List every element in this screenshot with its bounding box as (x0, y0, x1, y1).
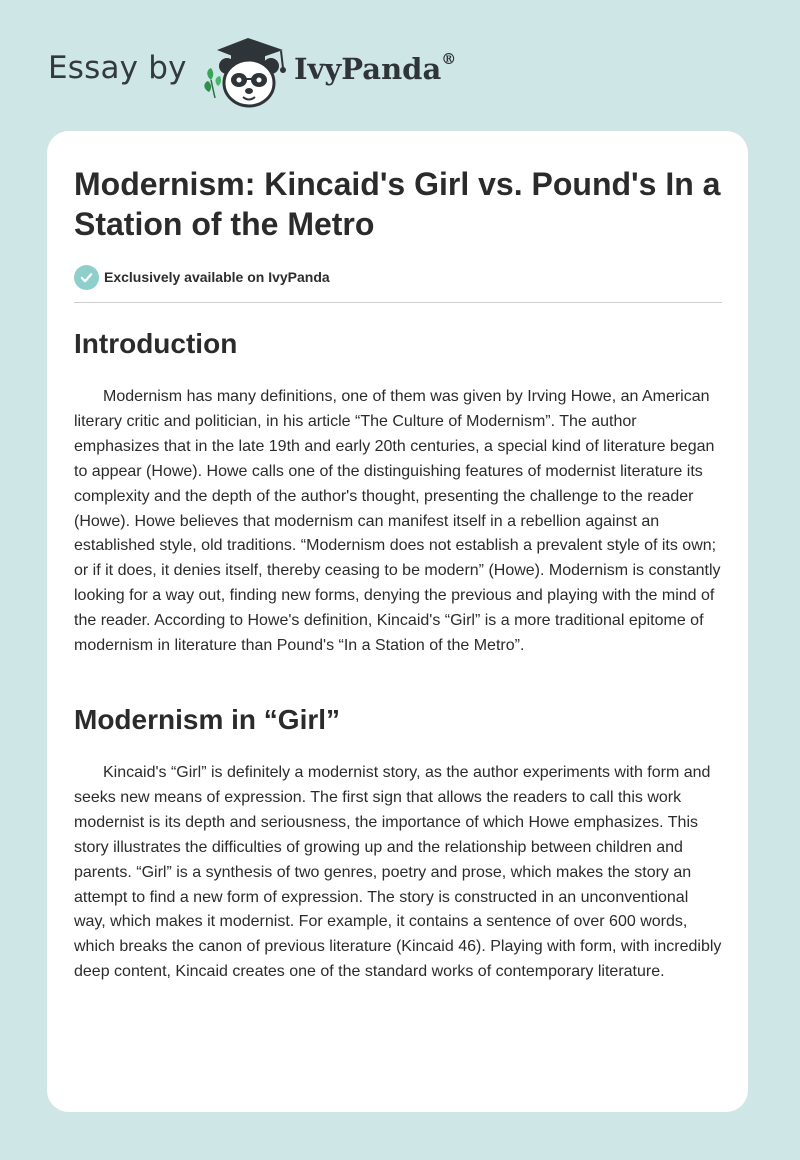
page-title: Modernism: Kincaid's Girl vs. Pound's In a Station of the Metro (74, 166, 721, 242)
exclusive-badge (74, 264, 330, 290)
section-paragraph-introduction: Modernism has many definitions, one of them was given by Irving Howe, an American literary critic and politician, in his article “The Culture of Modernism”. The author emphasizes that in the late 19th and early 20th centuries, a special kind of literature began to appear (Howe). Howe calls one of the distinguishing features of modernist literature its complexity and the depth of the author's thought, presenting the challenge to the reader (Howe). Howe believes that modernism can manifest itself in a rebellion against an established style, old traditions. “Modernism does not establish a prevalent style of its own; or if it does, it denies itself, thereby ceasing to be modern” (Howe). Modernism is constantly looking for a way out, finding new forms, denying the previous and playing with the mind of the reader. According to Howe's definition, Kincaid's “Girl” is a more traditional epitome of modernism in literature than Pound's “In a Station of the Metro”. (74, 388, 721, 655)
brand-name (294, 52, 456, 86)
section-heading-modernism-in-girl: Modernism in “Girl” (74, 704, 341, 735)
registered-mark: ® (441, 50, 457, 68)
brand-name-text: IvyPanda (294, 52, 442, 86)
ivy-leaf-icon (204, 68, 221, 98)
brand-header[interactable] (48, 36, 478, 110)
check-circle-icon (74, 265, 99, 290)
section-heading-introduction: Introduction (74, 328, 238, 359)
exclusive-badge-label: Exclusively available on IvyPanda (104, 269, 330, 285)
section-paragraph-modernism-in-girl: Kincaid's “Girl” is definitely a modernist story, as the author experiments with form and seeks new means of expression. The first sign that allows the readers to call this work modernist is its depth and seriousness, the importance of which Howe emphasizes. This story illustrates the difficulties of growing up and the relationship between children and parents. “Girl” is a synthesis of two genres, poetry and prose, which makes the story an attempt to find a new form of expression. The story is constructed in an unconventional way, which makes it modernist. For example, it contains a sentence of over 600 words, which breaks the canon of previous literature (Kincaid 46). Playing with form, with incredibly deep content, Kincaid creates one of the standard works of contemporary literature. (74, 764, 722, 981)
essay-card (47, 131, 748, 1112)
title-divider (74, 302, 722, 303)
panda-logo-icon (203, 36, 293, 110)
essay-by-label: Essay by (48, 50, 187, 86)
